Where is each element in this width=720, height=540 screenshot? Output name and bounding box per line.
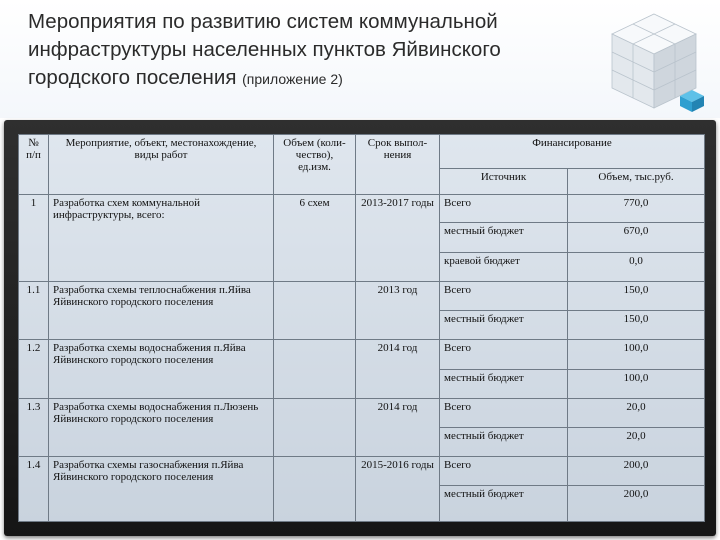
row-volume <box>274 282 356 340</box>
header-financing: Финансирование <box>440 135 705 169</box>
row-volume <box>274 457 356 522</box>
funding-source: краевой бюджет <box>440 253 568 282</box>
title-main: Мероприятия по развитию систем коммунальной инфраструктуры населенных пунктов Яйвинского городского поселения <box>28 10 501 89</box>
title-sub: (приложение 2) <box>242 71 343 87</box>
funding-source: Всего <box>440 399 568 428</box>
row-num: 1.2 <box>19 340 49 399</box>
funding-amount: 150,0 <box>568 311 705 340</box>
funding-source: местный бюджет <box>440 223 568 253</box>
funding-amount: 20,0 <box>568 428 705 457</box>
row-event: Разработка схемы газоснабжения п.Яйва Яйвинского городского поселения <box>49 457 274 522</box>
row-term: 2014 год <box>356 340 440 399</box>
header-event: Мероприятие, объект, местонахождение, виды работ <box>49 135 274 195</box>
funding-amount: 0,0 <box>568 253 705 282</box>
funding-source: Всего <box>440 195 568 223</box>
slide-title <box>28 8 588 93</box>
row-volume: 6 схем <box>274 195 356 282</box>
row-num: 1 <box>19 195 49 282</box>
row-term: 2013-2017 годы <box>356 195 440 282</box>
row-event: Разработка схемы водоснабжения п.Люзень Яйвинского городского поселения <box>49 399 274 457</box>
funding-source: Всего <box>440 340 568 370</box>
row-volume <box>274 399 356 457</box>
table-row <box>19 399 705 428</box>
slide-header <box>0 0 720 118</box>
row-event: Разработка схемы теплоснабжения п.Яйва Яйвинского городского поселения <box>49 282 274 340</box>
row-volume <box>274 340 356 399</box>
funding-amount: 150,0 <box>568 282 705 311</box>
funding-amount: 100,0 <box>568 340 705 370</box>
funding-source: местный бюджет <box>440 486 568 522</box>
funding-amount: 200,0 <box>568 486 705 522</box>
funding-source: Всего <box>440 282 568 311</box>
row-num: 1.3 <box>19 399 49 457</box>
funding-source: местный бюджет <box>440 370 568 399</box>
header-row <box>19 135 705 169</box>
row-term: 2014 год <box>356 399 440 457</box>
header-term: Срок выпол-нения <box>356 135 440 195</box>
funding-amount: 670,0 <box>568 223 705 253</box>
table-row <box>19 340 705 370</box>
events-table <box>18 134 705 522</box>
funding-source: местный бюджет <box>440 428 568 457</box>
funding-amount: 20,0 <box>568 399 705 428</box>
row-event: Разработка схемы водоснабжения п.Яйва Яйвинского городского поселения <box>49 340 274 399</box>
row-event: Разработка схем коммунальной инфраструктуры, всего: <box>49 195 274 282</box>
table-row <box>19 457 705 486</box>
funding-amount: 200,0 <box>568 457 705 486</box>
funding-source: местный бюджет <box>440 311 568 340</box>
funding-source: Всего <box>440 457 568 486</box>
row-term: 2013 год <box>356 282 440 340</box>
row-num: 1.4 <box>19 457 49 522</box>
table-row <box>19 282 705 311</box>
funding-amount: 770,0 <box>568 195 705 223</box>
cube-logo-icon <box>600 8 708 116</box>
row-num: 1.1 <box>19 282 49 340</box>
row-term: 2015-2016 годы <box>356 457 440 522</box>
header-source: Источник <box>440 169 568 195</box>
header-volume: Объем (коли-чество), ед.изм. <box>274 135 356 195</box>
table-row <box>19 195 705 223</box>
funding-amount: 100,0 <box>568 370 705 399</box>
header-amount: Объем, тыс.руб. <box>568 169 705 195</box>
header-num: № п/п <box>19 135 49 195</box>
